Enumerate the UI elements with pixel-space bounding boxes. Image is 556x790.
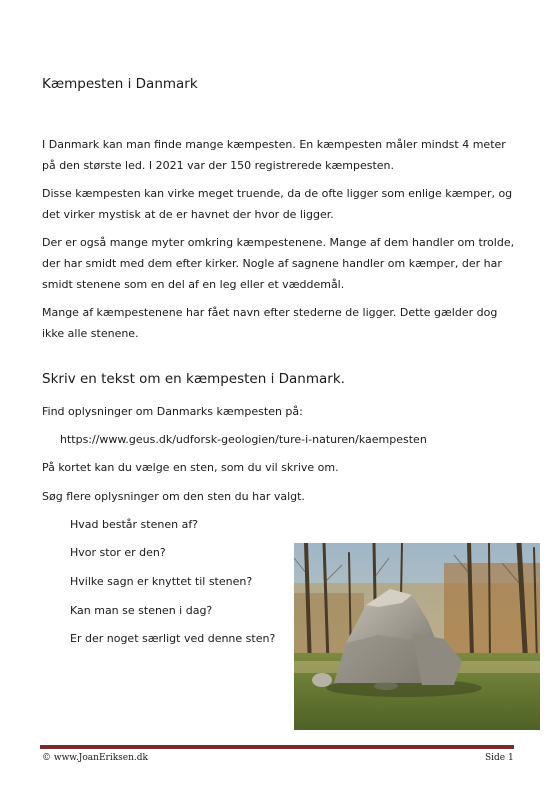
question-item: Kan man se stenen i dag? <box>70 604 213 617</box>
footer-rule <box>40 745 514 749</box>
question-item: Hvad består stenen af? <box>70 518 199 531</box>
question-item: Hvor stor er den? <box>70 546 166 559</box>
search-instruction: Søg flere oplysninger om den sten du har valgt. <box>42 490 305 503</box>
find-info-text: Find oplysninger om Danmarks kæmpesten på: <box>42 405 303 418</box>
boulder-photo <box>294 543 540 730</box>
geus-link[interactable]: https://www.geus.dk/udforsk-geologien/ture-i-naturen/kaempesten <box>60 433 427 446</box>
footer-copyright: © www.JoanEriksen.dk <box>42 753 148 763</box>
task-heading: Skriv en tekst om en kæmpesten i Danmark. <box>42 371 345 387</box>
intro-text <box>42 134 520 351</box>
question-item: Er der noget særligt ved denne sten? <box>70 632 276 645</box>
page-number: Side 1 <box>485 753 514 763</box>
intro-paragraph: Der er også mange myter omkring kæmpestenene. Mange af dem handler om trolde, der har smidt med dem efter kirker. Nogle af sagnene handler om kæmper, der har smidt stenene som en del af en leg eller et væddemål. <box>42 236 515 291</box>
map-instruction: På kortet kan du vælge en sten, som du vil skrive om. <box>42 461 339 474</box>
question-item: Hvilke sagn er knyttet til stenen? <box>70 575 253 588</box>
page-title: Kæmpesten i Danmark <box>42 76 198 92</box>
intro-paragraph: Mange af kæmpestenene har fået navn efter stederne de ligger. Dette gælder dog ikke alle stenene. <box>42 306 498 340</box>
intro-paragraph: Disse kæmpesten kan virke meget truende, da de ofte ligger som enlige kæmper, og det virker mystisk at de er havnet der hvor de ligger. <box>42 187 513 221</box>
intro-paragraph: I Danmark kan man finde mange kæmpesten. En kæmpesten måler mindst 4 meter på den største led. I 2021 var der 150 registrerede kæmpesten. <box>42 138 506 172</box>
